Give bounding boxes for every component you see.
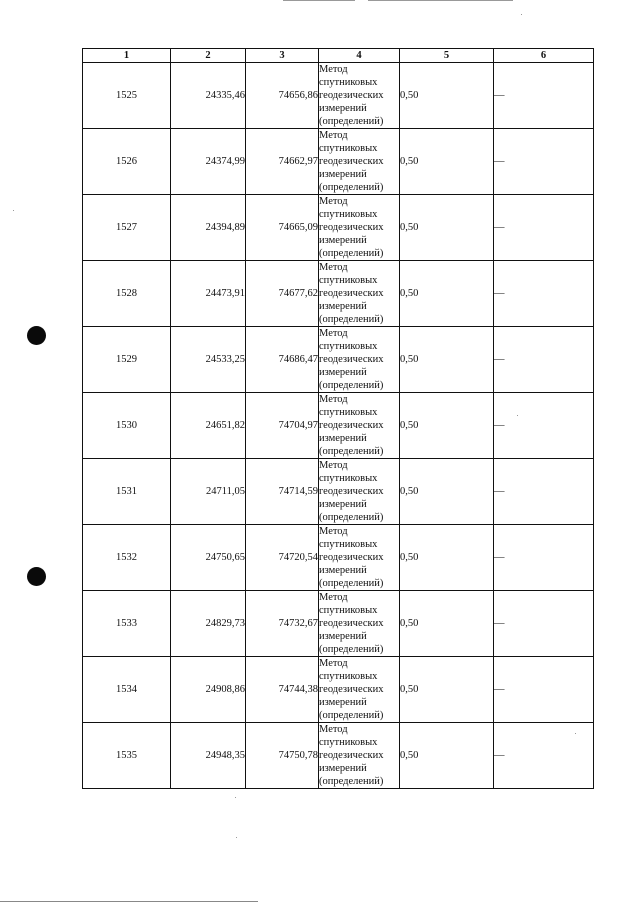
method-line: Метод — [319, 658, 348, 669]
y-coordinate-cell: 74677,62 — [246, 261, 319, 327]
method-line: измерений — [319, 367, 367, 378]
method-cell — [319, 459, 400, 525]
method-cell — [319, 195, 400, 261]
method-line: измерений — [319, 169, 367, 180]
method-line: геодезических — [319, 156, 384, 167]
method-line: измерений — [319, 631, 367, 642]
method-line: (определений) — [319, 314, 384, 325]
point-number-cell: 1532 — [83, 525, 171, 591]
x-coordinate-cell: 24750,65 — [171, 525, 246, 591]
accuracy-cell: 0,50 — [400, 459, 494, 525]
method-line: (определений) — [319, 248, 384, 259]
method-line: геодезических — [319, 750, 384, 761]
y-coordinate-cell: 74662,97 — [246, 129, 319, 195]
method-line: (определений) — [319, 116, 384, 127]
method-cell — [319, 63, 400, 129]
y-coordinate-cell: 74704,97 — [246, 393, 319, 459]
y-coordinate-cell: 74656,86 — [246, 63, 319, 129]
method-line: измерений — [319, 103, 367, 114]
accuracy-cell: 0,50 — [400, 525, 494, 591]
method-cell — [319, 657, 400, 723]
method-line: спутниковых — [319, 473, 378, 484]
table-row — [83, 195, 594, 261]
method-line: измерений — [319, 235, 367, 246]
accuracy-cell: 0,50 — [400, 129, 494, 195]
accuracy-cell: 0,50 — [400, 591, 494, 657]
method-line: (определений) — [319, 182, 384, 193]
method-line: геодезических — [319, 552, 384, 563]
method-line: спутниковых — [319, 209, 378, 220]
method-line: спутниковых — [319, 275, 378, 286]
method-cell — [319, 261, 400, 327]
table-row — [83, 723, 594, 789]
method-line: (определений) — [319, 446, 384, 457]
method-line: геодезических — [319, 90, 384, 101]
y-coordinate-cell: 74686,47 — [246, 327, 319, 393]
method-line: измерений — [319, 301, 367, 312]
method-line: спутниковых — [319, 77, 378, 88]
note-cell: — — [494, 723, 594, 789]
y-coordinate-cell: 74665,09 — [246, 195, 319, 261]
method-line: измерений — [319, 433, 367, 444]
scan-speck — [235, 797, 236, 798]
method-line: (определений) — [319, 380, 384, 391]
point-number-cell: 1526 — [83, 129, 171, 195]
method-cell — [319, 723, 400, 789]
method-line: измерений — [319, 697, 367, 708]
method-line: (определений) — [319, 710, 384, 721]
table-row — [83, 327, 594, 393]
punch-hole — [27, 326, 46, 345]
x-coordinate-cell: 24374,99 — [171, 129, 246, 195]
method-line: спутниковых — [319, 605, 378, 616]
x-coordinate-cell: 24711,05 — [171, 459, 246, 525]
method-cell — [319, 525, 400, 591]
method-line: Метод — [319, 394, 348, 405]
point-number-cell: 1534 — [83, 657, 171, 723]
column-header: 1 — [83, 49, 171, 63]
y-coordinate-cell: 74750,78 — [246, 723, 319, 789]
note-cell: — — [494, 195, 594, 261]
note-cell: — — [494, 591, 594, 657]
note-cell: — — [494, 525, 594, 591]
method-line: геодезических — [319, 288, 384, 299]
accuracy-cell: 0,50 — [400, 63, 494, 129]
method-line: геодезических — [319, 420, 384, 431]
table-row — [83, 657, 594, 723]
table-row — [83, 261, 594, 327]
method-line: геодезических — [319, 354, 384, 365]
note-cell: — — [494, 459, 594, 525]
note-cell: — — [494, 393, 594, 459]
y-coordinate-cell: 74714,59 — [246, 459, 319, 525]
point-number-cell: 1528 — [83, 261, 171, 327]
point-number-cell: 1530 — [83, 393, 171, 459]
accuracy-cell: 0,50 — [400, 723, 494, 789]
table-row — [83, 129, 594, 195]
x-coordinate-cell: 24829,73 — [171, 591, 246, 657]
method-line: спутниковых — [319, 407, 378, 418]
point-number-cell: 1531 — [83, 459, 171, 525]
x-coordinate-cell: 24651,82 — [171, 393, 246, 459]
method-cell — [319, 591, 400, 657]
note-cell: — — [494, 657, 594, 723]
method-line: (определений) — [319, 512, 384, 523]
x-coordinate-cell: 24908,86 — [171, 657, 246, 723]
scan-speck — [13, 210, 14, 211]
method-line: Метод — [319, 196, 348, 207]
method-line: геодезических — [319, 222, 384, 233]
accuracy-cell: 0,50 — [400, 393, 494, 459]
method-cell — [319, 327, 400, 393]
column-header: 3 — [246, 49, 319, 63]
accuracy-cell: 0,50 — [400, 327, 494, 393]
scan-artifact-line — [368, 0, 513, 1]
x-coordinate-cell: 24473,91 — [171, 261, 246, 327]
method-line: Метод — [319, 724, 348, 735]
method-cell — [319, 129, 400, 195]
method-line: Метод — [319, 328, 348, 339]
method-line: геодезических — [319, 618, 384, 629]
method-line: спутниковых — [319, 737, 378, 748]
method-line: Метод — [319, 592, 348, 603]
method-cell — [319, 393, 400, 459]
method-line: Метод — [319, 460, 348, 471]
table-row — [83, 591, 594, 657]
method-line: измерений — [319, 763, 367, 774]
coordinates-table — [82, 48, 594, 789]
method-line: Метод — [319, 526, 348, 537]
y-coordinate-cell: 74744,38 — [246, 657, 319, 723]
scan-artifact-line — [0, 901, 258, 902]
scan-speck — [521, 14, 522, 15]
method-line: спутниковых — [319, 671, 378, 682]
table-header-row — [83, 49, 594, 63]
accuracy-cell: 0,50 — [400, 657, 494, 723]
accuracy-cell: 0,50 — [400, 261, 494, 327]
y-coordinate-cell: 74732,67 — [246, 591, 319, 657]
method-line: (определений) — [319, 776, 384, 787]
x-coordinate-cell: 24948,35 — [171, 723, 246, 789]
note-cell: — — [494, 129, 594, 195]
x-coordinate-cell: 24394,89 — [171, 195, 246, 261]
accuracy-cell: 0,50 — [400, 195, 494, 261]
method-line: геодезических — [319, 486, 384, 497]
point-number-cell: 1527 — [83, 195, 171, 261]
table-row — [83, 525, 594, 591]
column-header: 4 — [319, 49, 400, 63]
point-number-cell: 1525 — [83, 63, 171, 129]
method-line: Метод — [319, 262, 348, 273]
table-row — [83, 63, 594, 129]
method-line: измерений — [319, 499, 367, 510]
table-row — [83, 393, 594, 459]
method-line: измерений — [319, 565, 367, 576]
note-cell: — — [494, 261, 594, 327]
column-header: 5 — [400, 49, 494, 63]
method-line: спутниковых — [319, 539, 378, 550]
note-cell: — — [494, 63, 594, 129]
y-coordinate-cell: 74720,54 — [246, 525, 319, 591]
point-number-cell: 1535 — [83, 723, 171, 789]
point-number-cell: 1533 — [83, 591, 171, 657]
note-cell: — — [494, 327, 594, 393]
scan-artifact-line — [283, 0, 355, 1]
method-line: (определений) — [319, 578, 384, 589]
column-header: 6 — [494, 49, 594, 63]
punch-hole — [27, 567, 46, 586]
column-header: 2 — [171, 49, 246, 63]
point-number-cell: 1529 — [83, 327, 171, 393]
method-line: геодезических — [319, 684, 384, 695]
table-row — [83, 459, 594, 525]
table-body — [83, 63, 594, 789]
method-line: спутниковых — [319, 143, 378, 154]
method-line: Метод — [319, 64, 348, 75]
scan-speck — [236, 837, 237, 838]
method-line: (определений) — [319, 644, 384, 655]
x-coordinate-cell: 24533,25 — [171, 327, 246, 393]
method-line: спутниковых — [319, 341, 378, 352]
method-line: Метод — [319, 130, 348, 141]
x-coordinate-cell: 24335,46 — [171, 63, 246, 129]
